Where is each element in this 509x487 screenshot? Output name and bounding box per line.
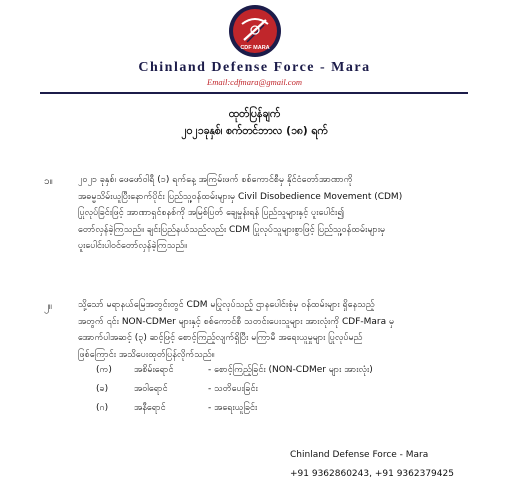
cdf-mara-logo — [228, 4, 282, 58]
level-description: - အရေးယူခြင်း — [208, 403, 258, 413]
level-name: အနီရောင် — [134, 403, 166, 413]
paragraph-line: အောက်ပါအဆင့် (၃) ဆင့်ဖြင့် စောင့်ကြည့်လျက်ရှိပြီး မကြာမီ အရေးယူမှုများ ပြုလုပ်မည် — [78, 333, 363, 343]
header-divider — [40, 92, 468, 94]
paragraph-line: သို့သော် မရာနယ်မြေအတွင်းတွင် CDM မပြုလုပ်သည့် ဌာနပေါင်းစုံမှ ဝန်ထမ်းများ ရှိနေသည့် — [78, 300, 375, 310]
level-description: - သတိပေးခြင်း — [208, 384, 258, 394]
org-email: Email:cdfmara@gmail.com — [207, 77, 302, 87]
paragraph-line: ပြုလုပ်ခြင်းဖြင့် အာဏာရှင်စနစ်ကို အမြစ်ပြတ် ချေမှုန်းရန် ပြည်သူများနှင့် ပူးပေါင်း၍ — [78, 208, 345, 218]
paragraph-line: ၂၀၂၁ ခုနှစ်၊ ဖေဖော်ဝါရီ (၁) ရက်နေ့ အကြမ်းဖက် စစ်ကောင်စီမှ နိုင်ငံတော်အာဏာကို — [78, 175, 353, 185]
signature-phones: +91 9362860243, +91 9362379425 — [290, 469, 454, 479]
org-name: Chinland Defense Force - Mara — [138, 60, 371, 75]
paragraph-line: အတွက် ၎င်း NON-CDMer များနှင့် စစ်ကောင်စီ သတင်းပေးသူများ အားလုံးကို CDF-Mara မှ — [78, 316, 395, 327]
paragraph-line: တော်လှန်ခဲ့ကြသည်။ ချင်းပြည်နယ်သည်လည်း CDM ပြုလုပ်သူများစွာဖြင့် ပြည်သူ့ဝန်ထမ်းများမှ — [78, 224, 386, 235]
level-name: အစိမ်းရောင် — [134, 365, 174, 375]
level-description: - စောင့်ကြည့်ခြင်း (NON-CDMer များ အားလုံး) — [208, 365, 373, 375]
logo-text: CDF MARA — [240, 45, 270, 51]
level-marker: (ခ) — [96, 384, 109, 394]
level-marker: (က) — [96, 365, 112, 375]
paragraph-line: ပူးပေါင်းပါဝင်တော်လှန်ခဲ့ကြသည်။ — [78, 241, 187, 251]
statement-title: ထုတ်ပြန်ချက် — [228, 108, 281, 120]
section-1-paragraph — [78, 172, 470, 255]
level-name: အဝါရောင် — [134, 384, 168, 394]
paragraph-line: ဖြစ်ကြောင်း အသိပေးထုတ်ပြန်လိုက်သည်။ — [78, 349, 215, 360]
level-marker: (ဂ) — [96, 403, 109, 413]
section-2-paragraph — [78, 297, 470, 363]
signature-org: Chinland Defense Force - Mara — [290, 450, 429, 460]
section-number: ၁။ — [44, 176, 53, 187]
section-number: ၂။ — [44, 301, 52, 312]
statement-date: ၂၀၂၁ခုနှစ်၊ စက်တင်ဘာလ (၁၈) ရက် — [181, 125, 328, 137]
paragraph-line: အဓမ္မသိမ်းယူပြီးနောက်ပိုင်း ပြည်သူ့ဝန်ထမ်းများမှ Civil Disobedience Movement (CDM) — [78, 191, 403, 202]
